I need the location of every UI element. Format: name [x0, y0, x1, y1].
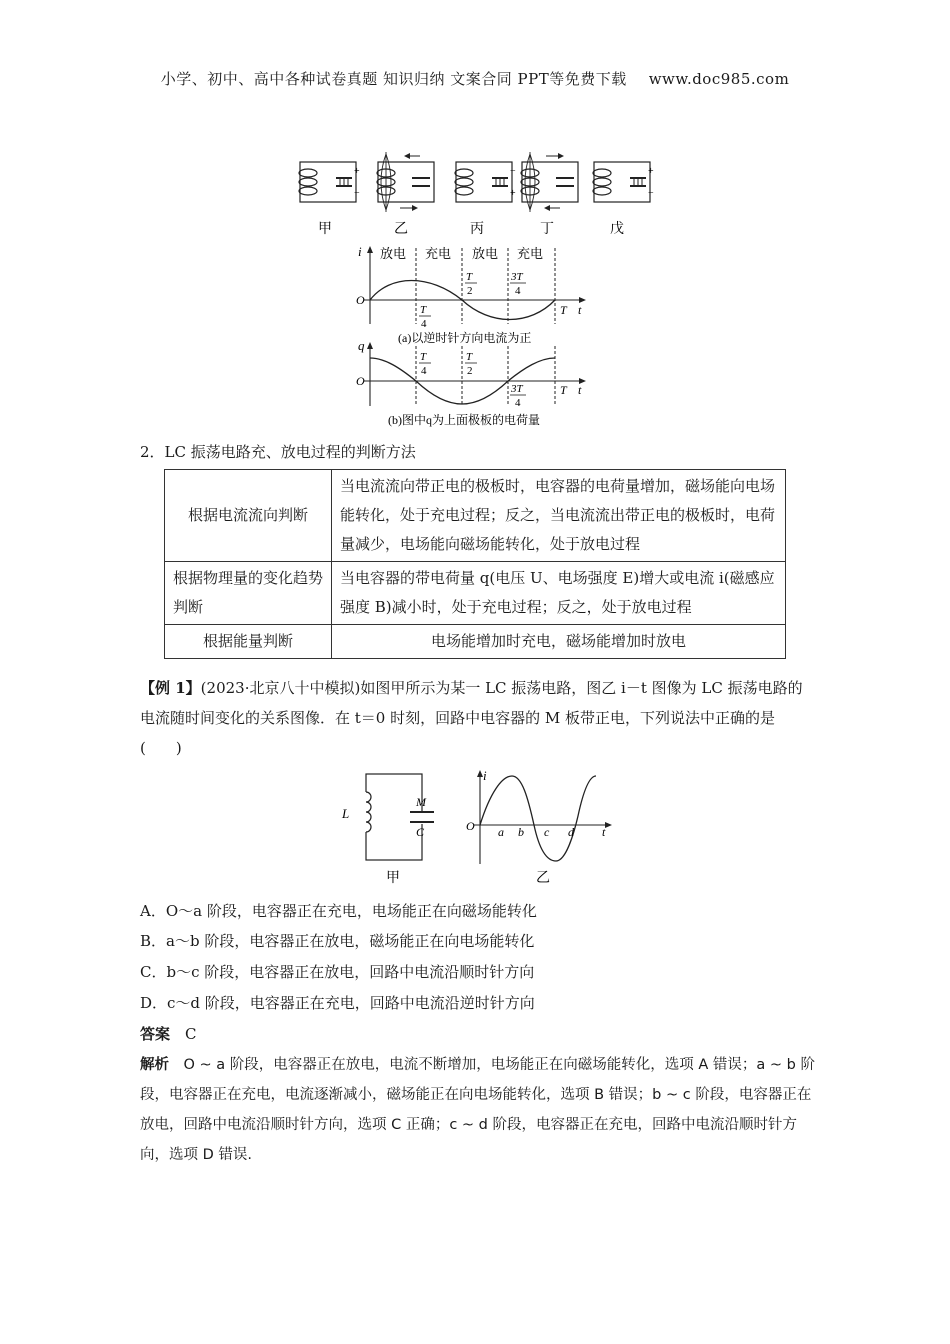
svg-text:+: + [510, 188, 516, 199]
option-c[interactable]: C．b～c 阶段，电容器正在放电，回路中电流沿顺时针方向 [140, 963, 535, 981]
example-label-C: C [416, 825, 425, 839]
graph-a-phase-2: 充电 [425, 246, 452, 261]
lc-circuits-figure [290, 150, 670, 240]
answer-label: 答案 [140, 1025, 171, 1043]
table-row [165, 625, 786, 659]
table-row [165, 562, 786, 625]
circuit-label-jia: 甲 [318, 222, 332, 237]
section-title: 2．LC 振荡电路充、放电过程的判断方法 [140, 443, 416, 461]
table-cell-desc: 电场能增加时充电，磁场能增加时放电 [332, 625, 786, 659]
circuit-label-bing: 丙 [470, 222, 484, 237]
graph-b-3T4-num: 3T [511, 383, 523, 395]
circuit-label-ding: 丁 [540, 222, 554, 237]
svg-text:−: − [648, 188, 654, 199]
example-graph-caption: 乙 [536, 871, 550, 886]
circuit-ding [521, 152, 578, 212]
svg-text:+: + [354, 166, 360, 177]
graph-a-T4-num: T [420, 304, 427, 316]
example-graph-t: t [602, 825, 606, 839]
graph-a-caption: (a)以逆时针方向电流为正 [398, 331, 532, 345]
table-cell-method: 根据能量判断 [165, 625, 332, 659]
svg-text:−: − [510, 166, 516, 177]
example-text: (2023·北京八十中模拟)如图甲所示为某一 LC 振荡电路，图乙 i－t 图像为 LC 振荡电路的电流随时间变化的关系图像．在 t＝0 时刻，回路中电容器的 M 板带正电，下列说法中正确的是( ) [140, 679, 803, 757]
example-graph-a: a [498, 825, 504, 839]
table-cell-desc: 当电流流向带正电的极板时，电容器的电荷量增加，磁场能向电场能转化，处于充电过程；反之，当电流流出带正电的极板时，电荷量减少，电场能向磁场能转化，处于放电过程 [332, 470, 786, 562]
graph-b-T2-num: T [466, 351, 473, 363]
answer-line [140, 1019, 197, 1049]
graph-b-caption: (b)图中q为上面极板的电荷量 [388, 413, 540, 427]
graph-a-T4-den: 4 [421, 318, 427, 330]
judgment-table [164, 469, 786, 659]
circuit-wu [593, 162, 654, 202]
header-site: www.doc985.com [648, 70, 790, 88]
graph-b-3T4-den: 4 [515, 397, 521, 409]
table-cell-desc: 当电容器的带电荷量 q(电压 U、电场强度 E)增大或电流 i(磁感应强度 B)减小时，处于充电过程；反之，处于放电过程 [332, 562, 786, 625]
analysis-label: 解析 [140, 1057, 169, 1073]
example-graph-i: i [483, 768, 487, 783]
example-graph-c: c [544, 825, 550, 839]
example-tag: 【例 1】 [140, 679, 201, 697]
example-circuit-caption: 甲 [386, 871, 400, 886]
option-a[interactable]: A．O～a 阶段，电容器正在充电，电场能正在向磁场能转化 [140, 902, 537, 920]
answer-value: C [185, 1025, 197, 1043]
graph-a-origin: O [356, 293, 365, 307]
table-cell-method: 根据电流流向判断 [165, 470, 332, 562]
example-question [140, 673, 815, 763]
graph-a-y-label: i [358, 244, 362, 259]
example-label-M: M [416, 795, 426, 809]
graph-b-T2-den: 2 [467, 365, 473, 377]
graph-b-T-label: T [560, 383, 567, 397]
graph-a-T2-num: T [466, 271, 473, 283]
graph-a-T2-den: 2 [467, 285, 473, 297]
graph-b-T4-den: 4 [421, 365, 427, 377]
graph-a-T-label: T [560, 303, 567, 317]
example-label-L: L [342, 806, 350, 821]
graph-b-origin: O [356, 374, 365, 388]
table-row [165, 470, 786, 562]
option-b[interactable]: B．a～b 阶段，电容器正在放电，磁场能正在向电场能转化 [140, 932, 535, 950]
circuit-bing [455, 162, 516, 202]
graph-b-charge [350, 338, 600, 430]
graph-a-phase-3: 放电 [472, 246, 499, 261]
graph-a-phase-4: 充电 [517, 246, 544, 261]
example-circuit-jia [340, 768, 450, 886]
svg-text:+: + [648, 166, 654, 177]
table-cell-method: 根据物理量的变化趋势判断 [165, 562, 332, 625]
graph-a-3T4-num: 3T [511, 271, 523, 283]
graph-a-current [350, 244, 600, 348]
header-text: 小学、初中、高中各种试卷真题 知识归纳 文案合同 PPT等免费下载 [160, 70, 627, 88]
page-header [0, 68, 950, 89]
example-graph-b: b [518, 825, 524, 839]
graph-a-3T4-den: 4 [515, 285, 521, 297]
graph-b-t-label: t [578, 383, 582, 397]
analysis-block [140, 1050, 820, 1170]
example-graph-yi [462, 768, 622, 886]
graph-b-T4-num: T [420, 351, 427, 363]
graph-a-t-label: t [578, 303, 582, 317]
circuit-label-wu: 戊 [610, 222, 624, 237]
svg-text:−: − [354, 188, 360, 199]
example-graph-O: O [466, 819, 475, 833]
graph-b-y-label: q [358, 338, 365, 353]
circuit-jia [299, 162, 360, 202]
option-d[interactable]: D．c～d 阶段，电容器正在充电，回路中电流沿逆时针方向 [140, 994, 535, 1012]
analysis-text: O ~ a 阶段，电容器正在放电，电流不断增加，电场能正在向磁场能转化，选项 A 错误；a ~ b 阶段，电容器正在充电，电流逐渐减小，磁场能正在向电场能转化，选项 B 错误；b ~ c 阶段，电容器正在放电，回路中电流沿顺时针方向，选项 C 正确；c ~ d 阶段，电容器正在充电，回路中电流沿顺时针方向，选项 D 错误. [140, 1057, 815, 1163]
circuit-yi [377, 152, 434, 212]
example-graph-d: d [568, 825, 574, 839]
circuit-label-yi: 乙 [394, 222, 408, 237]
graph-a-phase-1: 放电 [380, 246, 407, 261]
